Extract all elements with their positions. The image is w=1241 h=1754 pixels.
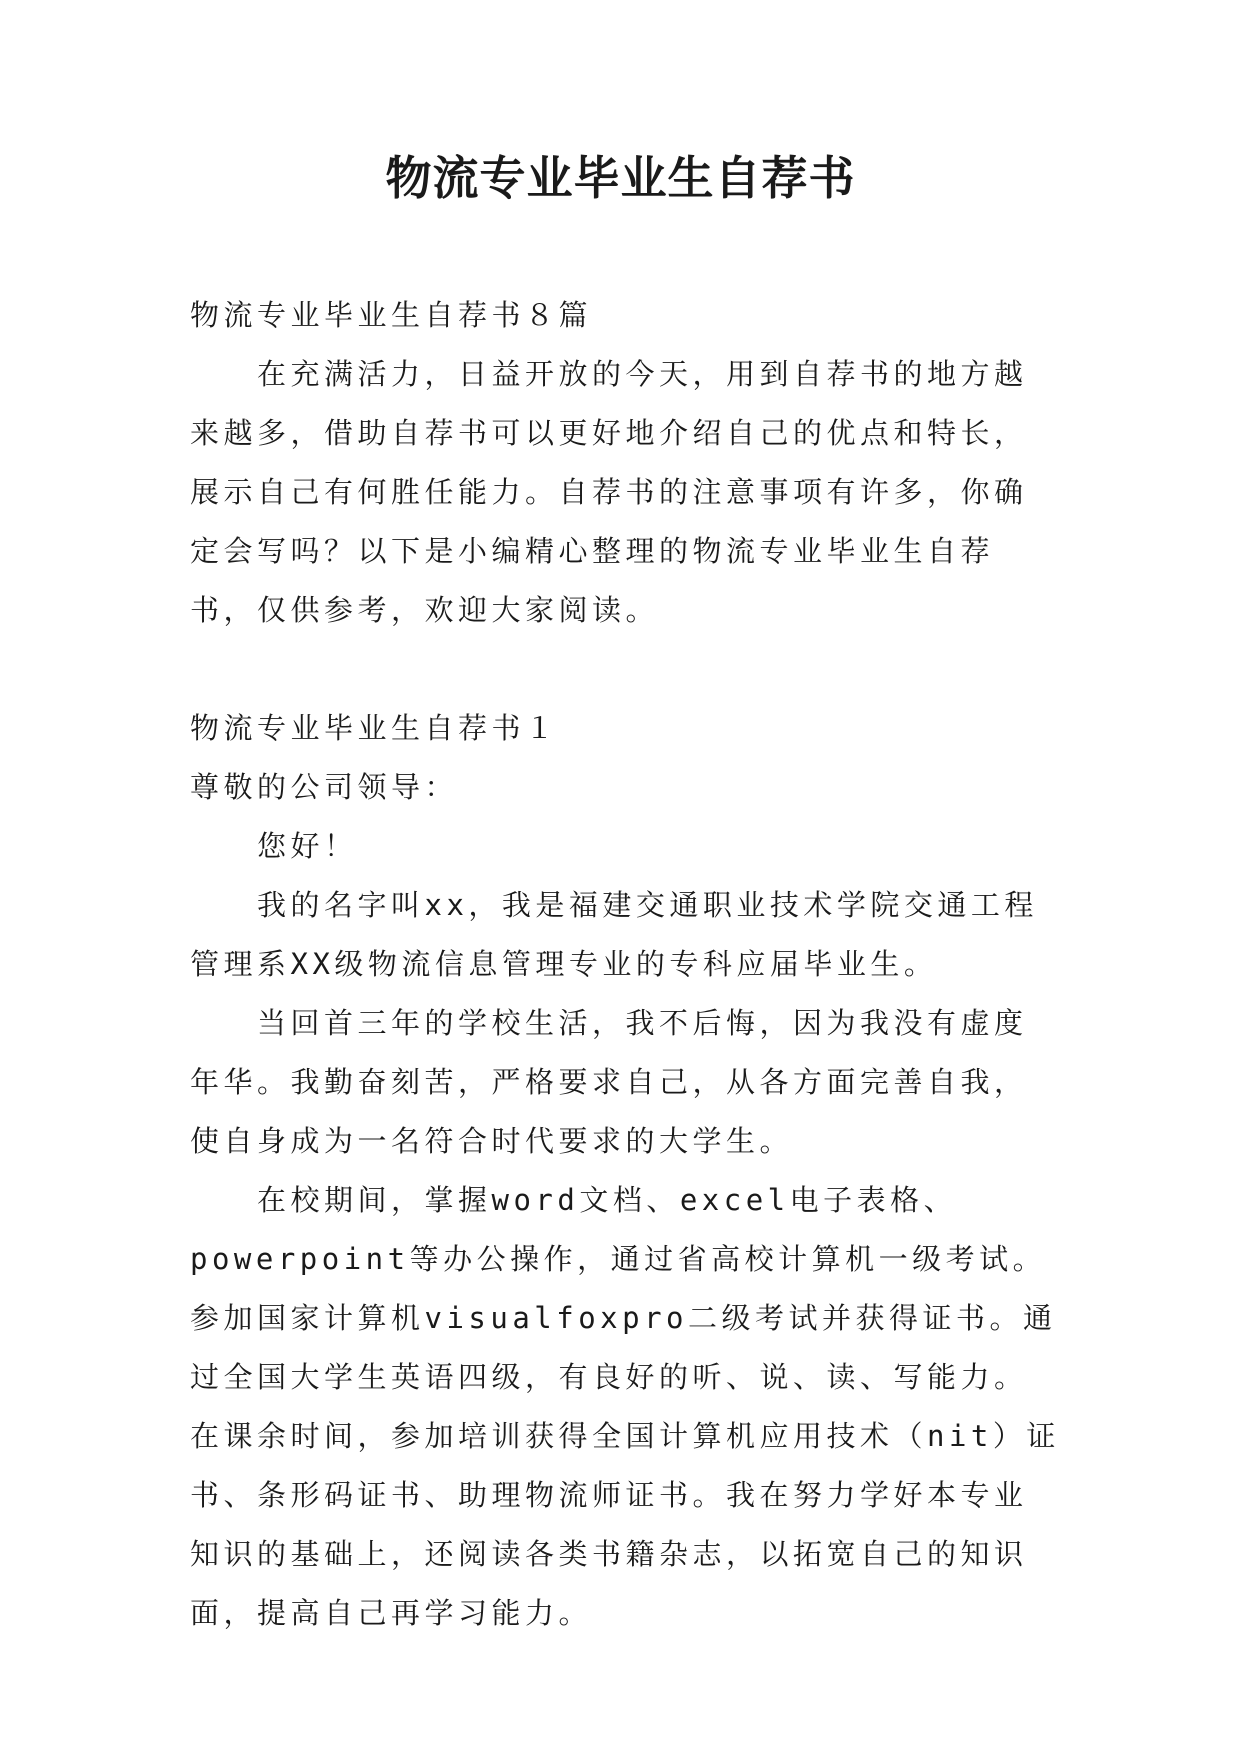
document-subtitle: 物流专业毕业生自荐书８篇 xyxy=(190,298,593,332)
section-gap xyxy=(190,640,1060,699)
section-heading: 物流专业毕业生自荐书１ xyxy=(190,711,559,745)
intro-paragraph: 在充满活力，日益开放的今天，用到自荐书的地方越来越多，借助自荐书可以更好地介绍自己的优点和特长，展示自己有何胜任能力。自荐书的注意事项有许多，你确定会写吗？以下是小编精心整理的物流专业毕业生自荐书，仅供参考，欢迎大家阅读。 xyxy=(190,357,1028,627)
document-body xyxy=(190,286,1060,1643)
document-title: 物流专业毕业生自荐书 xyxy=(385,151,856,205)
body-paragraph: 我的名字叫xx，我是福建交通职业技术学院交通工程管理系XX级物流信息管理专业的专科应届毕业生。 xyxy=(190,888,1038,981)
salutation: 尊敬的公司领导： xyxy=(190,770,459,804)
body-paragraph: 在校期间，掌握word文档、excel电子表格、powerpoint等办公操作，通过省高校计算机一级考试。参加国家计算机visualfoxpro二级考试并获得证书。通过全国大学生英语四级，有良好的听、说、读、写能力。在课余时间，参加培训获得全国计算机应用技术（nit）证书、条形码证书、助理物流师证书。我在努力学好本专业知识的基础上，还阅读各类书籍杂志，以拓宽自己的知识面，提高自己再学习能力。 xyxy=(190,1183,1060,1630)
greeting: 您好！ xyxy=(257,829,358,863)
body-paragraph: 当回首三年的学校生活，我不后悔，因为我没有虚度年华。我勤奋刻苦，严格要求自己，从各方面完善自我，使自身成为一名符合时代要求的大学生。 xyxy=(190,1006,1028,1158)
